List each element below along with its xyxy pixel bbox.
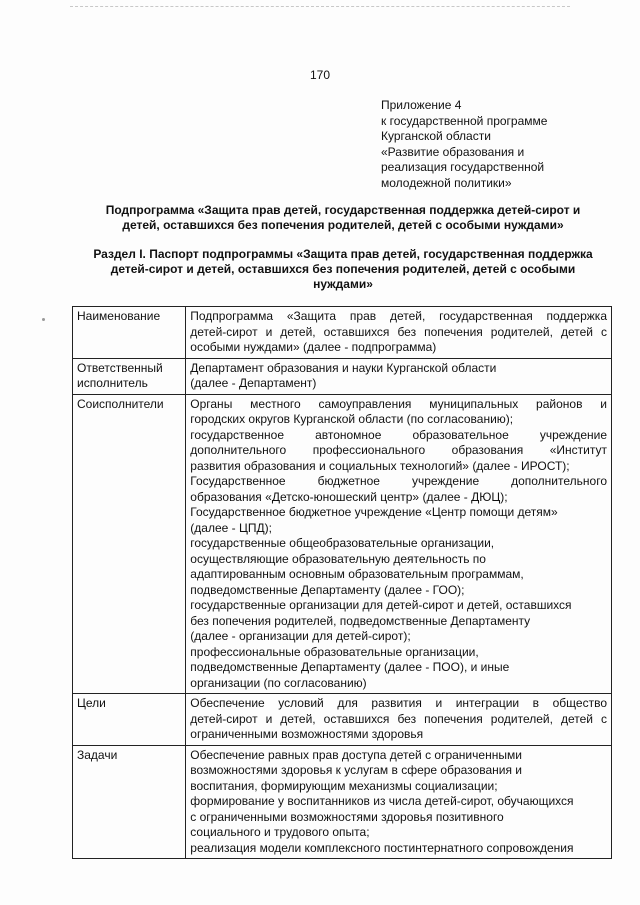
content-line: государственное автономное образовательное учреждение: [190, 427, 607, 442]
table-row-tasks: [73, 745, 612, 859]
content-line: Подпрограмма «Защита прав детей, государственная поддержка: [190, 309, 607, 323]
content-line: Обеспечение равных прав доступа детей с ограниченными: [190, 747, 522, 762]
content-line: без попечения родителей, подведомственные Департаменту: [190, 613, 531, 628]
row-label-line: Ответственный: [77, 360, 163, 375]
appendix-line: молодежной политики»: [381, 175, 512, 190]
subprogram-title-line: детей, оставшихся без попечения родителей, детей с особыми нуждами»: [122, 218, 564, 232]
section-title-line: нуждами»: [313, 277, 373, 291]
content-line: развития образования и социальных технологий» (далее - ИРОСТ);: [190, 458, 570, 473]
content-line: Государственное бюджетное учреждение дополнительного: [190, 474, 607, 488]
content-line: дополнительного профессионального образования «Институт: [190, 443, 607, 457]
content-line: социального и трудового опыта;: [190, 825, 370, 839]
row-label: [73, 694, 186, 746]
content-line: ограниченными возможностями здоровья: [190, 727, 424, 741]
passport-table: [72, 306, 612, 859]
row-label: [73, 745, 186, 859]
appendix-line: «Развитие образования и: [381, 144, 525, 159]
row-label: [73, 358, 186, 394]
scan-speck: [42, 318, 45, 321]
content-line: подведомственные Департаменту (далее - ГОО);: [190, 582, 465, 597]
content-line: формирование у воспитанников из числа детей-сирот, обучающихся: [190, 794, 574, 808]
row-content: [186, 745, 612, 859]
appendix-line: к государственной программе: [381, 113, 548, 128]
table-row-executor: [73, 358, 612, 394]
table-row-name: [73, 307, 612, 359]
section-title: [70, 247, 616, 292]
page-number: 170: [309, 68, 331, 82]
subprogram-title-line: Подпрограмма «Защита прав детей, государственная поддержка детей-сирот и: [105, 203, 581, 217]
row-label: [73, 394, 186, 694]
content-line: государственные общеобразовательные организации,: [190, 536, 495, 550]
content-line: особыми нуждами» (далее - подпрограмма): [190, 340, 437, 354]
content-line: городских округов Курганской области (по согласованию);: [190, 412, 514, 426]
content-line: Обеспечение условий для развития и интеграции в общество: [190, 696, 607, 710]
row-label-line: Наименование: [77, 309, 161, 323]
appendix-line: Приложение 4: [381, 98, 462, 112]
section-title-line: детей-сирот и детей, оставшихся без попечения родителей, детей с особыми: [110, 262, 576, 276]
table-row-goals: [73, 694, 612, 746]
content-line: организации (по согласованию): [190, 675, 367, 690]
content-line: реализация модели комплексного постинтернатного сопровождения: [190, 840, 574, 855]
content-line: осуществляющие образовательную деятельность по: [190, 551, 486, 566]
appendix-line: реализация государственной: [381, 160, 545, 174]
content-line: возможностями здоровья к услугам в сфере образования и: [190, 763, 523, 777]
content-line: Департамент образования и науки Курганской области: [190, 360, 497, 375]
row-content: [186, 307, 612, 359]
row-content: [186, 358, 612, 394]
row-label-line: Цели: [77, 696, 106, 710]
content-line: подведомственные Департаменту (далее - ПОО), и иные: [190, 660, 510, 674]
content-line: воспитания, формирующим механизмы социализации;: [190, 778, 498, 793]
subprogram-title: [70, 203, 616, 233]
table-row-coexecutors: [73, 394, 612, 694]
appendix-note: [381, 98, 621, 191]
row-label: [73, 307, 186, 359]
content-line: с ограниченными возможностями здоровья позитивного: [190, 809, 504, 824]
scan-edge-line: [70, 6, 570, 7]
content-line: Государственное бюджетное учреждение «Центр помощи детям»: [190, 505, 558, 519]
content-line: (далее - организации для детей-сирот);: [190, 629, 411, 643]
content-line: государственные организации для детей-сирот и детей, оставшихся: [190, 598, 572, 612]
row-content: [186, 394, 612, 694]
content-line: (далее - Департамент): [190, 376, 317, 390]
section-title-line: Раздел I. Паспорт подпрограммы «Защита прав детей, государственная поддержка: [93, 247, 593, 261]
row-content: [186, 694, 612, 746]
content-line: образования «Детско-юношеский центр» (далее - ДЮЦ);: [190, 489, 508, 504]
content-line: детей-сирот и детей, оставшихся без попечения родителей, детей с: [190, 711, 607, 726]
row-label-line: исполнитель: [77, 376, 148, 390]
row-label-line: Задачи: [77, 747, 118, 762]
content-line: адаптированным основным образовательным программам,: [190, 567, 524, 581]
content-line: (далее - ЦПД);: [190, 520, 272, 535]
appendix-line: Курганской области: [381, 129, 491, 143]
content-line: профессиональные образовательные организации,: [190, 644, 479, 659]
content-line: Органы местного самоуправления муниципальных районов и: [190, 396, 607, 411]
row-label-line: Соисполнители: [77, 396, 164, 411]
content-line: детей-сирот и детей, оставшихся без попечения родителей, детей с: [190, 324, 607, 339]
